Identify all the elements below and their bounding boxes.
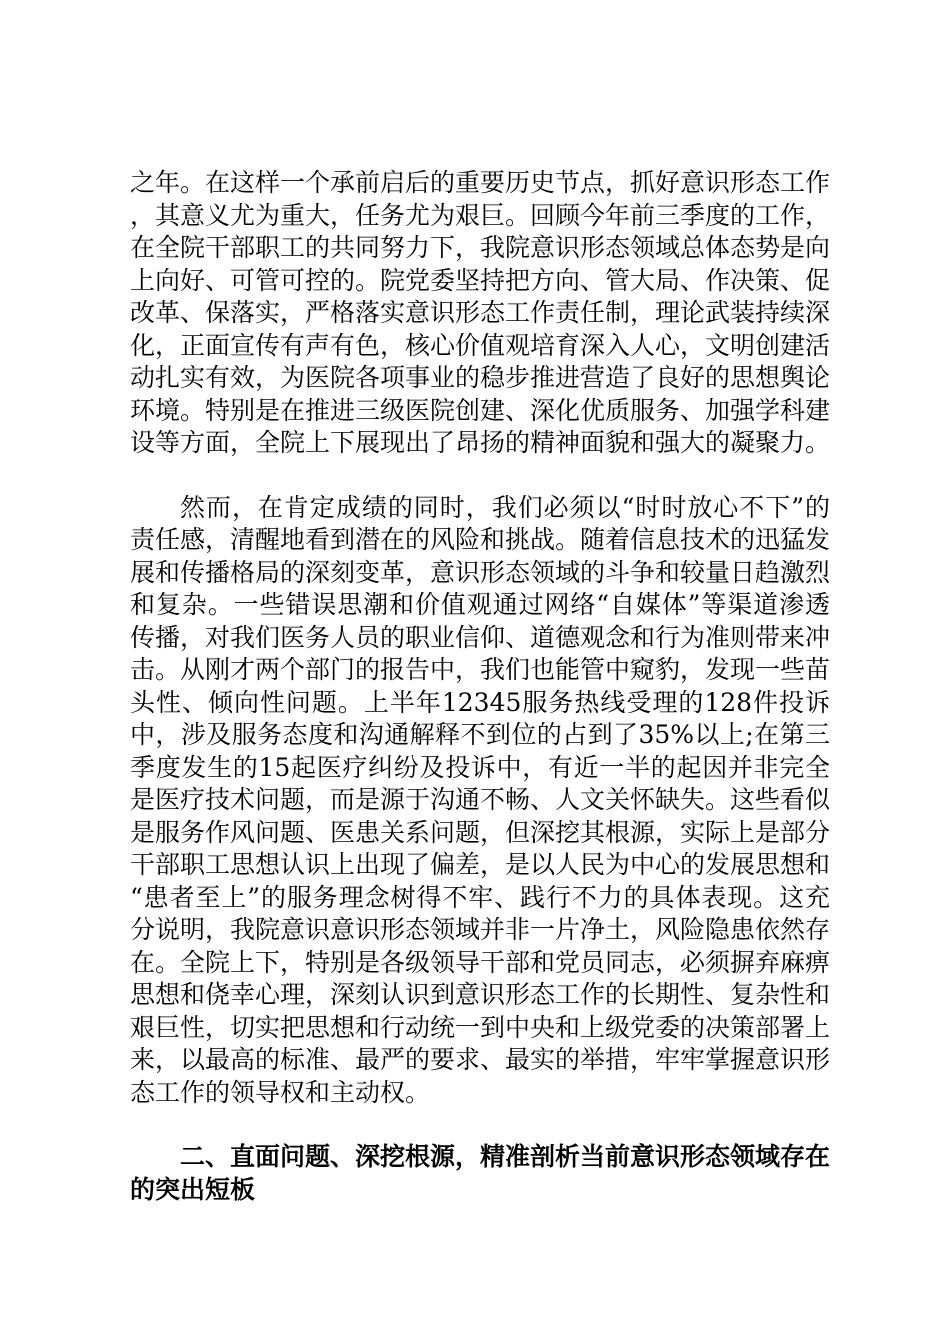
paragraph-continuation: 之年。在这样一个承前启后的重要历史节点，抓好意识形态工作，其意义尤为重大，任务尤为艰巨。回顾今年前三季度的工作，在全院干部职工的共同努力下，我院意识形态领域总体态势是向上向好、可管可控的。院党委坚持把方向、管大局、作决策、促改革、保落实，严格落实意识形态工作责任制，理论武装持续深化，正面宣传有声有色，核心价值观培育深入人心，文明创建活动扎实有效，为医院各项事业的稳步推进营造了良好的思想舆论环境。特别是在推进三级医院创建、深化优质服务、加强学科建设等方面，全院上下展现出了昂扬的精神面貌和强大的凝聚力。 — [130, 168, 831, 457]
document-body — [130, 167, 830, 1206]
section-heading: 二、直面问题、深挖根源，精准剖析当前意识形态领域存在的突出短板 — [130, 1142, 831, 1204]
paragraph-risks: 然而，在肯定成绩的同时，我们必须以“时时放心不下”的责任感，清醒地看到潜在的风险和挑战。随着信息技术的迅猛发展和传播格局的深刻变革，意识形态领域的斗争和较量日趋激烈和复杂。一些错误思潮和价值观通过网络“自媒体”等渠道渗透传播，对我们医务人员的职业信仰、道德观念和行为准则带来冲击。从刚才两个部门的报告中，我们也能管中窥豹，发现一些苗头性、倾向性问题。上半年12345服务热线受理的128件投诉中，涉及服务态度和沟通解释不到位的占到了35%以上;在第三季度发生的15起医疗纠纷及投诉中，有近一半的起因并非完全是医疗技术问题，而是源于沟通不畅、人文关怀缺失。这些看似是服务作风问题、医患关系问题，但深挖其根源，实际上是部分干部职工思想认识上出现了偏差，是以人民为中心的发展思想和“患者至上”的服务理念树得不牢、践行不力的具体表现。这充分说明，我院意识意识形态领域并非一片净土，风险隐患依然存在。全院上下，特别是各级领导干部和党员同志，必须摒弃麻痹思想和侥幸心理，深刻认识到意识形态工作的长期性、复杂性和艰巨性，切实把思想和行动统一到中央和上级党委的决策部署上来，以最高的标准、最严的要求、最实的举措，牢牢掌握意识形态工作的领导权和主动权。 — [130, 492, 831, 1107]
